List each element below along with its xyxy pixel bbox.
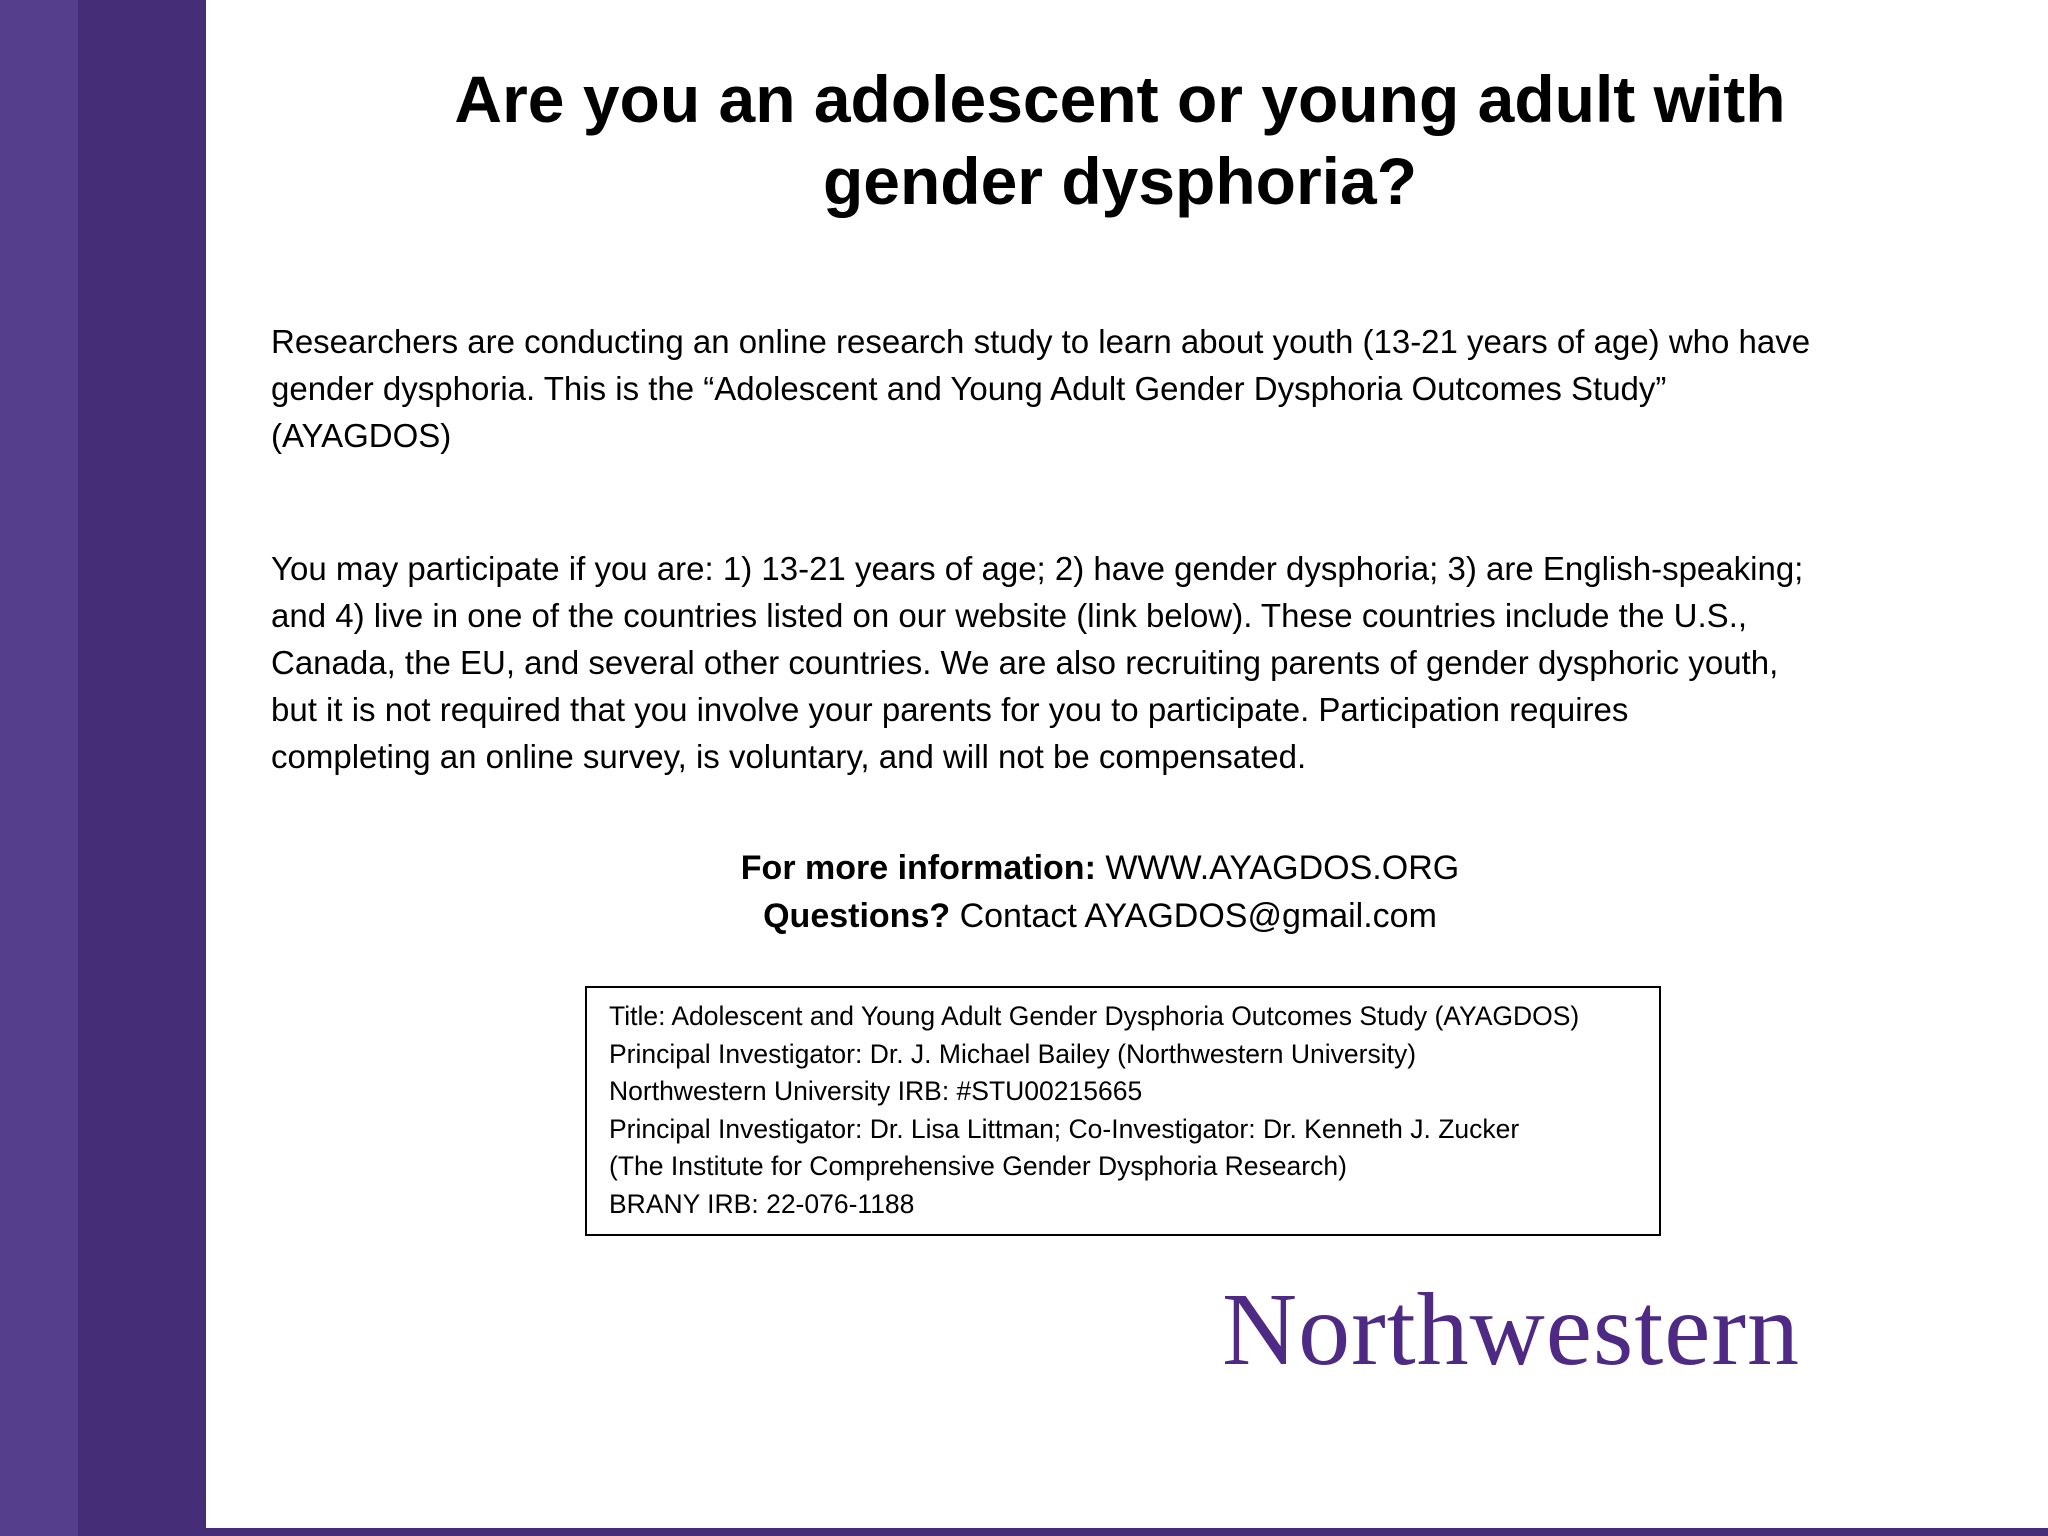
eligibility-line: completing an online survey, is voluntary, and will not be compensated. <box>271 738 1307 775</box>
eligibility-paragraph <box>271 545 2001 780</box>
headline-line-1: Are you an adolescent or young adult with <box>454 62 1786 136</box>
principal-investigator-line: Principal Investigator: Dr. J. Michael Bailey (Northwestern University) <box>609 1038 1417 1069</box>
headline-line-2: gender dysphoria? <box>822 144 1418 218</box>
more-info-label: For more information: <box>740 849 1096 887</box>
eligibility-line: and 4) live in one of the countries listed on our website (link below). These countries include the U.S., <box>271 597 1748 634</box>
intro-line: gender dysphoria. This is the “Adolescent and Young Adult Gender Dysphoria Outcomes Study” <box>271 370 1667 407</box>
intro-line: Researchers are conducting an online research study to learn about youth (13-21 years of age) who have <box>271 323 1811 360</box>
study-title-line: Title: Adolescent and Young Adult Gender Dysphoria Outcomes Study (AYAGDOS) <box>609 1001 1580 1031</box>
intro-paragraph <box>271 318 2001 459</box>
contact-email-link[interactable]: Contact AYAGDOS@gmail.com <box>959 897 1437 935</box>
eligibility-line: Canada, the EU, and several other countries. We are also recruiting parents of gender dysphoric youth, <box>271 644 1779 681</box>
brany-irb-line: BRANY IRB: 22-076-1188 <box>609 1188 915 1219</box>
study-info-box <box>585 986 1661 1236</box>
left-brand-stripe-outer <box>0 0 78 1536</box>
more-info-line <box>600 844 1600 892</box>
headline <box>340 58 1900 222</box>
questions-line <box>600 892 1600 940</box>
intro-line: (AYAGDOS) <box>271 417 452 454</box>
institute-line: (The Institute for Comprehensive Gender Dysphoria Research) <box>609 1151 1347 1181</box>
left-brand-stripe-inner <box>78 0 206 1536</box>
website-link[interactable]: WWW.AYAGDOS.ORG <box>1105 849 1460 887</box>
bottom-brand-bar <box>206 1528 2048 1536</box>
eligibility-line: but it is not required that you involve your parents for you to participate. Participation requires <box>271 691 1629 728</box>
eligibility-line: You may participate if you are: 1) 13-21 years of age; 2) have gender dysphoria; 3) are English-speaking; <box>271 550 1804 587</box>
northwestern-irb-line: Northwestern University IRB: #STU00215665 <box>609 1076 1143 1106</box>
northwestern-logo: Northwestern <box>1222 1272 1801 1387</box>
questions-label: Questions? <box>763 897 951 935</box>
investigators-line: Principal Investigator: Dr. Lisa Littman; Co-Investigator: Dr. Kenneth J. Zucker <box>609 1113 1520 1144</box>
